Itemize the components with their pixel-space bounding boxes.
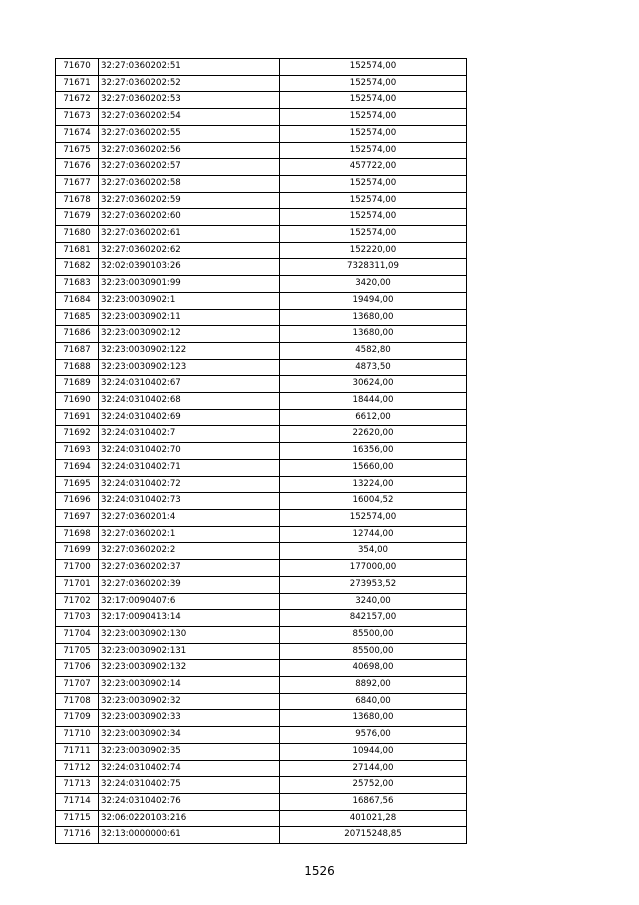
- table-row: [56, 760, 467, 777]
- cadastral-number-cell: 32:02:0390103:26: [99, 259, 280, 276]
- value-cell: 152574,00: [280, 109, 467, 126]
- cadastral-number-cell: 32:27:0360201:4: [99, 509, 280, 526]
- cadastral-number-cell: 32:24:0310402:70: [99, 443, 280, 460]
- table-row: [56, 560, 467, 577]
- cadastral-number-cell: 32:27:0360202:37: [99, 560, 280, 577]
- cadastral-number-cell: 32:24:0310402:69: [99, 409, 280, 426]
- cadastral-number-cell: 32:27:0360202:61: [99, 226, 280, 243]
- table-row: [56, 142, 467, 159]
- row-number-cell: 71692: [56, 426, 99, 443]
- row-number-cell: 71705: [56, 643, 99, 660]
- table-row: [56, 459, 467, 476]
- table-row: [56, 175, 467, 192]
- table-row: [56, 476, 467, 493]
- table-row: [56, 393, 467, 410]
- table-row: [56, 226, 467, 243]
- value-cell: 4582,80: [280, 342, 467, 359]
- table-row: [56, 610, 467, 627]
- row-number-cell: 71713: [56, 777, 99, 794]
- row-number-cell: 71686: [56, 326, 99, 343]
- value-cell: 20715248,85: [280, 827, 467, 844]
- table-row: [56, 810, 467, 827]
- cadastral-value-table: [55, 58, 467, 844]
- value-cell: 16867,56: [280, 793, 467, 810]
- cadastral-number-cell: 32:27:0360202:54: [99, 109, 280, 126]
- table-row: [56, 92, 467, 109]
- table-row: [56, 743, 467, 760]
- value-cell: 27144,00: [280, 760, 467, 777]
- table-row: [56, 677, 467, 694]
- value-cell: 4873,50: [280, 359, 467, 376]
- table-row: [56, 593, 467, 610]
- cadastral-number-cell: 32:24:0310402:67: [99, 376, 280, 393]
- value-cell: 15660,00: [280, 459, 467, 476]
- row-number-cell: 71671: [56, 75, 99, 92]
- row-number-cell: 71712: [56, 760, 99, 777]
- page-number: 1526: [304, 864, 335, 878]
- cadastral-number-cell: 32:27:0360202:59: [99, 192, 280, 209]
- row-number-cell: 71675: [56, 142, 99, 159]
- row-number-cell: 71676: [56, 159, 99, 176]
- cadastral-number-cell: 32:24:0310402:72: [99, 476, 280, 493]
- row-number-cell: 71682: [56, 259, 99, 276]
- table-row: [56, 526, 467, 543]
- value-cell: 18444,00: [280, 393, 467, 410]
- table-row: [56, 242, 467, 259]
- cadastral-number-cell: 32:27:0360202:52: [99, 75, 280, 92]
- table-row: [56, 192, 467, 209]
- table-row: [56, 292, 467, 309]
- cadastral-number-cell: 32:23:0030902:14: [99, 677, 280, 694]
- value-cell: 22620,00: [280, 426, 467, 443]
- cadastral-number-cell: 32:23:0030901:99: [99, 276, 280, 293]
- table-body: [56, 59, 467, 844]
- value-cell: 152574,00: [280, 209, 467, 226]
- cadastral-number-cell: 32:23:0030902:32: [99, 693, 280, 710]
- value-cell: 152574,00: [280, 226, 467, 243]
- value-cell: 3240,00: [280, 593, 467, 610]
- row-number-cell: 71680: [56, 226, 99, 243]
- cadastral-number-cell: 32:27:0360202:56: [99, 142, 280, 159]
- cadastral-number-cell: 32:24:0310402:73: [99, 493, 280, 510]
- table-row: [56, 359, 467, 376]
- value-cell: 10944,00: [280, 743, 467, 760]
- row-number-cell: 71700: [56, 560, 99, 577]
- row-number-cell: 71690: [56, 393, 99, 410]
- cadastral-number-cell: 32:23:0030902:131: [99, 643, 280, 660]
- table-row: [56, 443, 467, 460]
- value-cell: 13680,00: [280, 326, 467, 343]
- value-cell: 8892,00: [280, 677, 467, 694]
- value-cell: 40698,00: [280, 660, 467, 677]
- cadastral-number-cell: 32:24:0310402:7: [99, 426, 280, 443]
- row-number-cell: 71704: [56, 626, 99, 643]
- row-number-cell: 71716: [56, 827, 99, 844]
- cadastral-number-cell: 32:27:0360202:1: [99, 526, 280, 543]
- value-cell: 273953,52: [280, 576, 467, 593]
- value-cell: 152574,00: [280, 75, 467, 92]
- cadastral-number-cell: 32:27:0360202:39: [99, 576, 280, 593]
- row-number-cell: 71696: [56, 493, 99, 510]
- table-row: [56, 793, 467, 810]
- cadastral-number-cell: 32:27:0360202:60: [99, 209, 280, 226]
- table-row: [56, 576, 467, 593]
- table-row: [56, 827, 467, 844]
- table-row: [56, 509, 467, 526]
- row-number-cell: 71693: [56, 443, 99, 460]
- table-row: [56, 376, 467, 393]
- row-number-cell: 71674: [56, 125, 99, 142]
- value-cell: 3420,00: [280, 276, 467, 293]
- row-number-cell: 71677: [56, 175, 99, 192]
- table-row: [56, 326, 467, 343]
- value-cell: 25752,00: [280, 777, 467, 794]
- row-number-cell: 71702: [56, 593, 99, 610]
- table-row: [56, 409, 467, 426]
- table-row: [56, 342, 467, 359]
- value-cell: 457722,00: [280, 159, 467, 176]
- table-row: [56, 259, 467, 276]
- value-cell: 16356,00: [280, 443, 467, 460]
- cadastral-number-cell: 32:27:0360202:53: [99, 92, 280, 109]
- row-number-cell: 71691: [56, 409, 99, 426]
- value-cell: 152574,00: [280, 175, 467, 192]
- value-cell: 152574,00: [280, 92, 467, 109]
- cadastral-number-cell: 32:23:0030902:130: [99, 626, 280, 643]
- row-number-cell: 71708: [56, 693, 99, 710]
- value-cell: 13680,00: [280, 710, 467, 727]
- row-number-cell: 71709: [56, 710, 99, 727]
- cadastral-number-cell: 32:27:0360202:58: [99, 175, 280, 192]
- table-row: [56, 710, 467, 727]
- value-cell: 16004,52: [280, 493, 467, 510]
- cadastral-number-cell: 32:17:0090413:14: [99, 610, 280, 627]
- table-row: [56, 75, 467, 92]
- cadastral-number-cell: 32:27:0360202:57: [99, 159, 280, 176]
- cadastral-number-cell: 32:27:0360202:55: [99, 125, 280, 142]
- table-row: [56, 426, 467, 443]
- row-number-cell: 71683: [56, 276, 99, 293]
- table-row: [56, 693, 467, 710]
- table-row: [56, 209, 467, 226]
- data-table-container: [55, 58, 466, 844]
- value-cell: 85500,00: [280, 643, 467, 660]
- cadastral-number-cell: 32:24:0310402:74: [99, 760, 280, 777]
- table-row: [56, 309, 467, 326]
- value-cell: 401021,28: [280, 810, 467, 827]
- row-number-cell: 71711: [56, 743, 99, 760]
- value-cell: 842157,00: [280, 610, 467, 627]
- row-number-cell: 71689: [56, 376, 99, 393]
- value-cell: 152574,00: [280, 509, 467, 526]
- cadastral-number-cell: 32:23:0030902:34: [99, 727, 280, 744]
- row-number-cell: 71685: [56, 309, 99, 326]
- value-cell: 152220,00: [280, 242, 467, 259]
- cadastral-number-cell: 32:23:0030902:132: [99, 660, 280, 677]
- value-cell: 13680,00: [280, 309, 467, 326]
- cadastral-number-cell: 32:23:0030902:1: [99, 292, 280, 309]
- table-row: [56, 660, 467, 677]
- row-number-cell: 71679: [56, 209, 99, 226]
- row-number-cell: 71706: [56, 660, 99, 677]
- table-row: [56, 493, 467, 510]
- row-number-cell: 71684: [56, 292, 99, 309]
- row-number-cell: 71688: [56, 359, 99, 376]
- value-cell: 152574,00: [280, 59, 467, 76]
- cadastral-number-cell: 32:24:0310402:68: [99, 393, 280, 410]
- cadastral-number-cell: 32:23:0030902:122: [99, 342, 280, 359]
- value-cell: 152574,00: [280, 142, 467, 159]
- value-cell: 7328311,09: [280, 259, 467, 276]
- table-row: [56, 777, 467, 794]
- table-row: [56, 159, 467, 176]
- cadastral-number-cell: 32:23:0030902:11: [99, 309, 280, 326]
- cadastral-number-cell: 32:13:0000000:61: [99, 827, 280, 844]
- table-row: [56, 276, 467, 293]
- cadastral-number-cell: 32:06:0220103:216: [99, 810, 280, 827]
- cadastral-number-cell: 32:24:0310402:75: [99, 777, 280, 794]
- value-cell: 85500,00: [280, 626, 467, 643]
- value-cell: 152574,00: [280, 192, 467, 209]
- row-number-cell: 71670: [56, 59, 99, 76]
- row-number-cell: 71687: [56, 342, 99, 359]
- cadastral-number-cell: 32:23:0030902:35: [99, 743, 280, 760]
- row-number-cell: 71714: [56, 793, 99, 810]
- cadastral-number-cell: 32:24:0310402:71: [99, 459, 280, 476]
- table-row: [56, 125, 467, 142]
- cadastral-number-cell: 32:23:0030902:12: [99, 326, 280, 343]
- value-cell: 9576,00: [280, 727, 467, 744]
- cadastral-number-cell: 32:17:0090407:6: [99, 593, 280, 610]
- row-number-cell: 71681: [56, 242, 99, 259]
- table-row: [56, 543, 467, 560]
- value-cell: 30624,00: [280, 376, 467, 393]
- value-cell: 19494,00: [280, 292, 467, 309]
- cadastral-number-cell: 32:27:0360202:51: [99, 59, 280, 76]
- row-number-cell: 71695: [56, 476, 99, 493]
- table-row: [56, 626, 467, 643]
- row-number-cell: 71715: [56, 810, 99, 827]
- value-cell: 152574,00: [280, 125, 467, 142]
- row-number-cell: 71672: [56, 92, 99, 109]
- cadastral-number-cell: 32:24:0310402:76: [99, 793, 280, 810]
- row-number-cell: 71710: [56, 727, 99, 744]
- row-number-cell: 71694: [56, 459, 99, 476]
- table-row: [56, 109, 467, 126]
- value-cell: 12744,00: [280, 526, 467, 543]
- cadastral-number-cell: 32:23:0030902:33: [99, 710, 280, 727]
- value-cell: 6612,00: [280, 409, 467, 426]
- row-number-cell: 71678: [56, 192, 99, 209]
- row-number-cell: 71707: [56, 677, 99, 694]
- table-row: [56, 643, 467, 660]
- row-number-cell: 71701: [56, 576, 99, 593]
- value-cell: 354,00: [280, 543, 467, 560]
- row-number-cell: 71673: [56, 109, 99, 126]
- cadastral-number-cell: 32:27:0360202:2: [99, 543, 280, 560]
- value-cell: 177000,00: [280, 560, 467, 577]
- row-number-cell: 71699: [56, 543, 99, 560]
- cadastral-number-cell: 32:23:0030902:123: [99, 359, 280, 376]
- row-number-cell: 71697: [56, 509, 99, 526]
- table-row: [56, 727, 467, 744]
- table-row: [56, 59, 467, 76]
- cadastral-number-cell: 32:27:0360202:62: [99, 242, 280, 259]
- value-cell: 6840,00: [280, 693, 467, 710]
- row-number-cell: 71698: [56, 526, 99, 543]
- value-cell: 13224,00: [280, 476, 467, 493]
- row-number-cell: 71703: [56, 610, 99, 627]
